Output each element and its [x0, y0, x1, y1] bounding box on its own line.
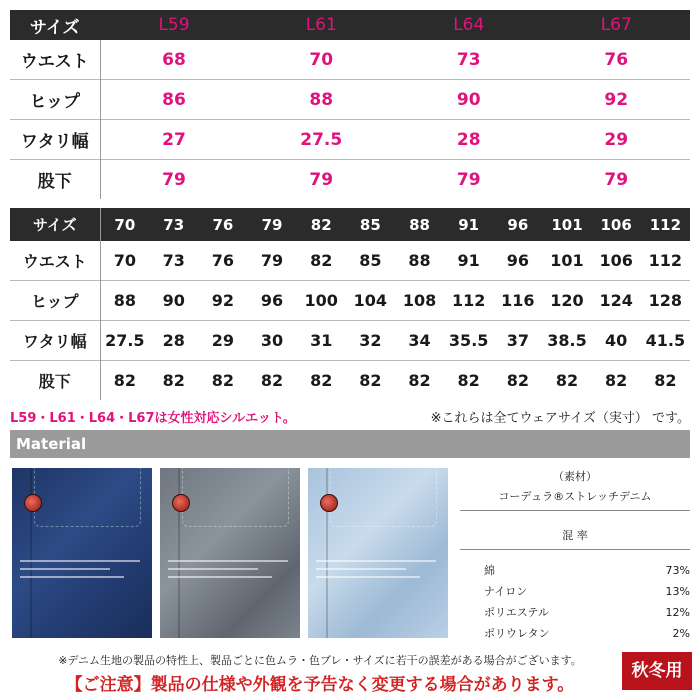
table-cell: 82 — [542, 361, 591, 401]
size-header-cell: L59 — [100, 10, 248, 40]
rivet-button-icon — [320, 494, 338, 512]
size-header-cell: 96 — [493, 208, 542, 241]
table-cell: 38.5 — [542, 321, 591, 361]
table-cell: 70 — [113, 251, 136, 270]
grey-denim-swatch — [160, 468, 300, 638]
table-cell: 76 — [211, 251, 235, 270]
table-cell: 27.5 — [100, 321, 149, 361]
table-cell: 90 — [395, 80, 543, 120]
table-cell: 106 — [599, 251, 633, 270]
blend-list — [460, 560, 690, 644]
table-cell: 82 — [444, 361, 493, 401]
table-cell: 82 — [641, 361, 690, 401]
table-cell: 82 — [310, 251, 333, 270]
size-header-cell: 88 — [395, 208, 444, 241]
table-cell: 27.5 — [248, 120, 396, 160]
table-cell: 88 — [408, 251, 431, 270]
table-cell: 124 — [592, 281, 641, 321]
table-cell: 79 — [100, 160, 248, 200]
size-header-cell: 106 — [592, 208, 641, 241]
table-cell: 104 — [346, 281, 395, 321]
size-header-label: サイズ — [10, 208, 100, 241]
table-cell: 79 — [395, 160, 543, 200]
table-cell: 34 — [395, 321, 444, 361]
size-header-cell: 91 — [444, 208, 493, 241]
print-stripe — [168, 568, 258, 570]
table-cell: 35.5 — [444, 321, 493, 361]
fiber-name: ポリウレタン — [484, 627, 550, 640]
table-cell: 82 — [297, 361, 346, 401]
table-cell: 68 — [162, 49, 186, 70]
table-row — [10, 40, 690, 80]
size-header-cell: L67 — [543, 10, 691, 40]
size-header-cell: 85 — [346, 208, 395, 241]
fiber-percent: 12% — [665, 606, 690, 619]
material-spec — [460, 468, 690, 644]
fiber-percent: 73% — [665, 564, 690, 577]
table-cell: 29 — [198, 321, 247, 361]
cargo-pocket-flap — [330, 468, 437, 527]
size-header-cell: L64 — [395, 10, 543, 40]
table-cell: 86 — [100, 80, 248, 120]
denim-variation-note: ※デニム生地の製品の特性上、製品ごとに色ムラ・色ブレ・サイズに若干の誤差がある場合がございます。 — [58, 654, 582, 667]
size-header-cell: 112 — [641, 208, 690, 241]
row-label: ヒップ — [10, 281, 100, 321]
list-item — [460, 623, 690, 644]
cargo-pocket-flap — [34, 468, 141, 527]
size-header-cell: 76 — [198, 208, 247, 241]
table-cell: 79 — [543, 160, 691, 200]
size-header-cell: 70 — [100, 208, 149, 241]
fiber-name: ナイロン — [484, 585, 528, 598]
table-row — [10, 120, 690, 160]
fiber-name: 綿 — [484, 564, 495, 577]
table-cell: 92 — [198, 281, 247, 321]
print-stripe — [20, 576, 124, 578]
table-cell: 73 — [162, 251, 185, 270]
table-cell: 29 — [543, 120, 691, 160]
row-label: ウエスト — [10, 241, 100, 281]
rivet-button-icon — [24, 494, 42, 512]
cargo-pocket-flap — [182, 468, 289, 527]
table-cell: 82 — [346, 361, 395, 401]
men-size-header-row — [10, 208, 690, 241]
table-cell: 82 — [592, 361, 641, 401]
table-cell: 31 — [297, 321, 346, 361]
caution-note: 【ご注意】製品の仕様や外観を予告なく変更する場合があります。 — [65, 675, 575, 695]
row-label: ワタリ幅 — [10, 120, 100, 160]
table-cell: 79 — [260, 251, 284, 270]
size-header-cell: 73 — [149, 208, 198, 241]
size-header-cell: 101 — [542, 208, 591, 241]
table-cell: 108 — [395, 281, 444, 321]
table-cell: 73 — [456, 49, 481, 70]
table-cell: 28 — [149, 321, 198, 361]
row-label: 股下 — [10, 160, 100, 200]
table-cell: 96 — [506, 251, 529, 270]
material-label: （素材） — [553, 470, 597, 483]
table-cell: 82 — [149, 361, 198, 401]
rivet-button-icon — [172, 494, 190, 512]
table-cell: 76 — [604, 49, 629, 70]
women-size-header-row — [10, 10, 690, 40]
table-cell: 37 — [493, 321, 542, 361]
table-cell: 88 — [100, 281, 149, 321]
table-cell: 82 — [198, 361, 247, 401]
table-cell: 82 — [247, 361, 296, 401]
table-cell: 100 — [297, 281, 346, 321]
season-badge: 秋冬用 — [622, 652, 692, 690]
table-cell: 92 — [543, 80, 691, 120]
table-cell: 88 — [248, 80, 396, 120]
fiber-name: ポリエステル — [484, 606, 550, 619]
table-cell: 41.5 — [641, 321, 690, 361]
table-row — [10, 160, 690, 200]
size-header-cell: 82 — [297, 208, 346, 241]
table-cell: 27 — [100, 120, 248, 160]
table-cell: 90 — [149, 281, 198, 321]
table-cell: 120 — [542, 281, 591, 321]
list-item — [460, 581, 690, 602]
dark-indigo-denim-swatch — [12, 468, 152, 638]
table-cell: 101 — [550, 251, 584, 270]
row-label: 股下 — [10, 361, 100, 401]
women-silhouette-note: L59・L61・L64・L67は女性対応シルエット。 — [10, 411, 296, 426]
list-item — [460, 602, 690, 623]
fiber-percent: 2% — [672, 627, 690, 640]
row-label: ウエスト — [10, 40, 100, 80]
print-stripe — [316, 560, 436, 562]
size-header-cell: 79 — [247, 208, 296, 241]
fabric-name: コーデュラ®ストレッチデニム — [460, 488, 690, 511]
material-heading: Material — [10, 430, 690, 458]
table-row — [10, 361, 690, 401]
garment-size-note: ※これらは全てウェアサイズ（実寸） です。 — [430, 411, 690, 426]
blend-label: 混 率 — [460, 527, 690, 550]
table-cell: 128 — [641, 281, 690, 321]
row-label: ヒップ — [10, 80, 100, 120]
print-stripe — [20, 560, 140, 562]
print-stripe — [316, 568, 406, 570]
table-cell: 96 — [247, 281, 296, 321]
size-header-label: サイズ — [10, 10, 100, 40]
size-notes — [10, 407, 690, 427]
table-row — [10, 281, 690, 321]
table-cell: 82 — [395, 361, 444, 401]
table-cell: 30 — [247, 321, 296, 361]
table-row — [10, 321, 690, 361]
print-stripe — [20, 568, 110, 570]
table-row — [10, 80, 690, 120]
print-stripe — [316, 576, 420, 578]
row-label: ワタリ幅 — [10, 321, 100, 361]
table-cell: 40 — [592, 321, 641, 361]
table-cell: 79 — [248, 160, 396, 200]
table-cell: 82 — [493, 361, 542, 401]
table-cell: 91 — [457, 251, 480, 270]
print-stripe — [168, 560, 288, 562]
light-blue-denim-swatch — [308, 468, 448, 638]
table-cell: 70 — [309, 49, 334, 70]
table-cell: 116 — [493, 281, 542, 321]
size-header-cell: L61 — [248, 10, 396, 40]
table-cell: 85 — [359, 251, 382, 270]
print-stripe — [168, 576, 272, 578]
table-cell: 28 — [395, 120, 543, 160]
table-cell: 112 — [648, 251, 683, 270]
fiber-percent: 13% — [665, 585, 690, 598]
women-size-table — [10, 10, 690, 199]
list-item — [460, 560, 690, 581]
table-cell: 82 — [100, 361, 149, 401]
table-cell: 112 — [444, 281, 493, 321]
table-row — [10, 241, 690, 281]
table-cell: 32 — [346, 321, 395, 361]
men-size-table — [10, 208, 690, 400]
